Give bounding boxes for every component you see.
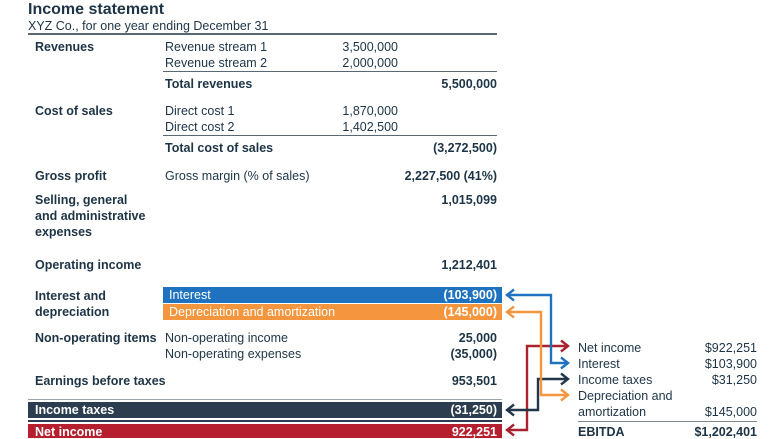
interest-arrow (507, 290, 568, 369)
ebitda-income-taxes-value: $31,250 (711, 373, 757, 387)
ebitda-row-income-taxes (578, 372, 757, 388)
ebitda-interest-value: $103,900 (704, 357, 757, 371)
total-cost-of-sales-label: Total cost of sales (165, 141, 274, 155)
gross-profit-label: Gross profit (35, 169, 107, 183)
ebitda-row-depreciation (578, 388, 757, 420)
interest-depreciation-label: Interest and depreciation (35, 289, 110, 319)
income-taxes-bar (28, 402, 502, 418)
net-income-label: Net income (35, 425, 103, 439)
non-operating-income-label: Non-operating income (165, 331, 288, 345)
direct-cost-1-value: 1,870,000 (342, 104, 398, 118)
ebitda-total-value: $1,202,401 (694, 425, 757, 439)
direct-cost-2-value: 1,402,500 (342, 120, 398, 134)
net-income-bar (28, 424, 502, 438)
total-revenues-value: 5,500,000 (441, 77, 497, 91)
gross-margin-label: Gross margin (% of sales) (165, 169, 310, 183)
ebitda-total-rule (578, 421, 757, 422)
ebitda-net-income-label: Net income (578, 341, 642, 355)
gross-profit-value: 2,227,500 (41%) (404, 169, 497, 183)
net-income-value: 922,251 (451, 425, 497, 439)
page-title: Income statement (28, 1, 165, 18)
revenue-stream-1-label: Revenue stream 1 (165, 40, 268, 54)
sga-label: Selling, general and administrative expenses (35, 193, 146, 239)
ebitda-net-income-value: $922,251 (704, 341, 757, 355)
total-cost-of-sales-value: (3,272,500) (433, 141, 497, 155)
header-rule (28, 33, 497, 35)
ebitda-depreciation-label: Depreciation and amortization (578, 389, 673, 419)
depreciation-value: (145,000) (443, 305, 497, 319)
depreciation-highlight-bar (163, 304, 502, 320)
earnings-before-taxes-value: 953,501 (451, 374, 497, 388)
interest-label: Interest (169, 288, 211, 302)
depreciation-label: Depreciation and amortization (169, 305, 336, 319)
total-revenues-label: Total revenues (165, 77, 253, 91)
depreciation-arrow (507, 307, 568, 401)
non-operating-income-value: 25,000 (458, 331, 497, 345)
operating-income-label: Operating income (35, 258, 142, 272)
revenue-stream-2-value: 2,000,000 (342, 56, 398, 70)
ebitda-total-row (578, 424, 757, 439)
earnings-before-taxes-label: Earnings before taxes (35, 374, 166, 388)
direct-cost-2-label: Direct cost 2 (165, 120, 235, 134)
interest-value: (103,900) (443, 288, 497, 302)
ebitda-interest-label: Interest (578, 357, 620, 371)
ebitda-row-net-income (578, 340, 757, 356)
ebitda-total-label: EBITDA (578, 425, 625, 439)
operating-income-value: 1,212,401 (441, 258, 497, 272)
ebitda-depreciation-value: $145,000 (704, 405, 757, 419)
net-income-arrow (507, 341, 568, 436)
revenue-stream-1-value: 3,500,000 (342, 40, 398, 54)
income-taxes-label: Income taxes (35, 403, 115, 417)
direct-cost-1-label: Direct cost 1 (165, 104, 235, 118)
income-taxes-top-rule (28, 399, 502, 400)
revenue-stream-2-label: Revenue stream 2 (165, 56, 268, 70)
revenues-label: Revenues (35, 40, 95, 54)
page-subtitle: XYZ Co., for one year ending December 31 (28, 19, 269, 33)
income-taxes-arrow (507, 374, 568, 416)
non-operating-expenses-value: (35,000) (450, 347, 497, 361)
non-operating-items-label: Non-operating items (35, 331, 157, 345)
cost-of-sales-subtotal-rule (163, 135, 497, 136)
income-taxes-value: (31,250) (450, 403, 497, 417)
revenues-subtotal-rule (163, 71, 497, 72)
ebitda-row-interest (578, 356, 757, 372)
ebitda-income-taxes-label: Income taxes (578, 373, 653, 387)
sga-value: 1,015,099 (441, 193, 497, 207)
non-operating-expenses-label: Non-operating expenses (165, 347, 302, 361)
interest-highlight-bar (163, 287, 502, 303)
cost-of-sales-label: Cost of sales (35, 104, 113, 118)
net-income-top-rule (28, 420, 502, 422)
